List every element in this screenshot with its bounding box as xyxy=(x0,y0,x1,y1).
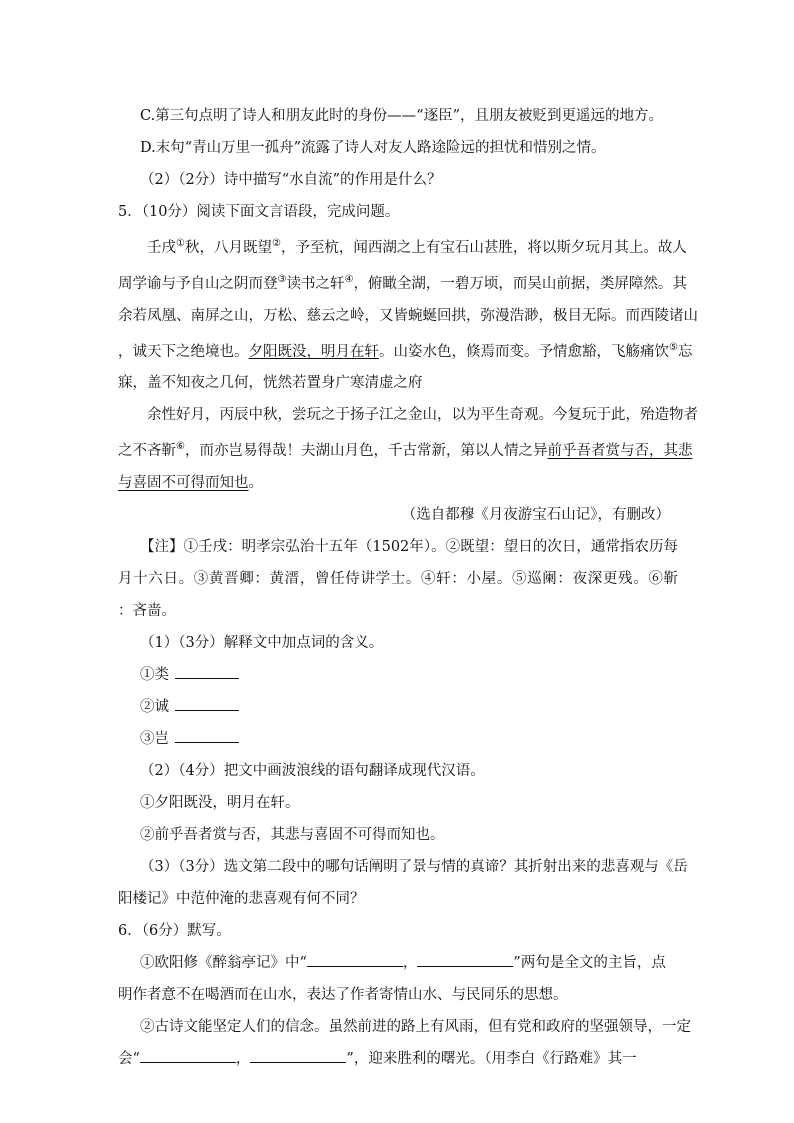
notes-line1: 【注】①壬戌：明孝宗弘治十五年（1502年）。②既望：望日的次日，通常指农历每 xyxy=(140,539,678,556)
q5-sub3-line1: （3）（3分）选文第二段中的哪句话阐明了景与情的真谛？其折射出来的悲喜观与《岳 xyxy=(140,859,688,876)
q5-passage-p2-line1: 余性好月，丙辰中秋，尝玩之于扬子江之金山，以为平生奇观。今复玩于此，殆造物者 xyxy=(147,407,698,424)
exam-page xyxy=(118,100,698,1075)
q5-sub1: （1）（3分）解释文中加点词的含义。 xyxy=(140,635,384,652)
text-span: ， xyxy=(235,1051,251,1068)
answer-blank[interactable] xyxy=(175,726,239,743)
q5-word1 xyxy=(118,659,678,691)
text-span: 之不吝靳 xyxy=(118,443,176,460)
text-span: ①欧阳修《醉翁亭记》中“ xyxy=(140,955,307,972)
q4-sub2: （2）（2分）诗中描写“水自流”的作用是什么？ xyxy=(140,172,442,188)
text-span: ，予至杭，闻西湖之上有宝石山甚胜，将以斯夕玩月其上。故人 xyxy=(280,239,687,256)
text-span: 会“ xyxy=(118,1051,140,1068)
text-span: 读书之轩 xyxy=(286,275,345,292)
answer-blank[interactable] xyxy=(175,662,239,679)
q6-item2-line1: ②古诗文能坚定人们的信念。虽然前进的路上有风雨，但有党和政府的坚强领导，一定 xyxy=(140,1019,691,1036)
underlined-sentence-2a: 前乎吾者赏与否，其悲 xyxy=(547,443,693,460)
text-span: ，俯瞰全湖，一碧万顷，而吴山前据，类屏障然。其 xyxy=(353,275,687,292)
q5-passage-p2-line3 xyxy=(118,467,678,499)
notes-line3: ：吝啬。 xyxy=(118,603,176,620)
q5-passage-p1-line4 xyxy=(118,332,693,368)
q5-passage-p2-line2 xyxy=(118,431,693,467)
q4-option-c: C.第三句点明了诗人和朋友此时的身份——“逐臣”，且朋友被贬到更遥远的地方。 xyxy=(140,108,664,124)
text-span: 。山姿水色，倏焉而变。予情愈豁，飞觞痛饮 xyxy=(379,343,669,360)
q5-sub2: （2）（4分）把文中画波浪线的语句翻译成现代汉语。 xyxy=(140,763,485,780)
text-span: 忘 xyxy=(677,343,693,360)
text-span: ”，迎来胜利的曙光。（用李白《行路难》其一 xyxy=(346,1051,637,1068)
q6-item1-line2: 明作者意不在喝酒而在山水，表达了作者寄情山水、与民同乐的思想。 xyxy=(118,987,568,1004)
answer-blank[interactable] xyxy=(140,1046,236,1063)
answer-blank[interactable] xyxy=(417,950,513,967)
text-span: ”两句是全文的主旨，点 xyxy=(513,955,666,972)
q5-passage-p1-line3: 余若凤凰、南屏之山，万松、慈云之岭，又皆蜿蜒回拱，弥漫浩渺，极目无际。而西陵诸山 xyxy=(118,307,698,324)
note-marker-1: ① xyxy=(176,238,185,249)
q5-word3 xyxy=(118,723,678,755)
q5-word2 xyxy=(118,691,678,723)
text-span: 秋，八月既望 xyxy=(184,239,272,256)
underlined-sentence-2b: 与喜固不可得而知也 xyxy=(118,475,249,492)
q5-translate2: ②前乎吾者赏与否，其悲与喜固不可得而知也。 xyxy=(140,827,445,844)
note-marker-2: ② xyxy=(271,238,281,249)
note-marker-4: ④ xyxy=(344,273,354,285)
q4-option-d: D.末句“青山万里一孤舟”流露了诗人对友人路途险远的担忧和惜别之情。 xyxy=(140,140,606,156)
q5-passage-p1-line2 xyxy=(118,264,687,300)
word-label: ①类 xyxy=(140,667,169,684)
word-label: ②诚 xyxy=(140,699,169,716)
passage-source: （选自都穆《月夜游宝石山记》，有删改） xyxy=(401,507,670,524)
underlined-sentence-1: 夕阳既没，明月在轩 xyxy=(248,343,379,360)
text-span: 周学谕与予自山之阴而登 xyxy=(118,275,278,292)
text-span: ， xyxy=(402,955,418,972)
q5-passage-p1-line1 xyxy=(118,228,687,264)
q6-item2-line2 xyxy=(118,1043,678,1075)
answer-blank[interactable] xyxy=(307,950,403,967)
answer-blank[interactable] xyxy=(175,694,239,711)
note-marker-3: ③ xyxy=(277,273,287,285)
word-label: ③岂 xyxy=(140,731,169,748)
notes-line2: 月十六日。③黄晋卿：黄溍，曾任侍讲学士。④轩：小屋。⑤巡阑：夜深更残。⑥靳 xyxy=(118,571,678,588)
q5-sub3-line2: 阳楼记》中范仲淹的悲喜观有何不同？ xyxy=(118,891,365,908)
note-marker-5: ⑤ xyxy=(669,341,678,353)
q5-translate1: ①夕阳既没，明月在轩。 xyxy=(140,795,300,812)
text-span: 。 xyxy=(248,475,263,492)
answer-blank[interactable] xyxy=(250,1046,346,1063)
q5-passage-p1-line5: 寐，盖不知夜之几何，恍然若置身广寒清虚之府 xyxy=(118,375,423,392)
q5-header: 5．（10分）阅读下面文言语段，完成问题。 xyxy=(118,204,400,220)
text-span: ，诚天下之绝境也。 xyxy=(118,343,249,360)
q6-item1-line1 xyxy=(118,947,678,979)
note-marker-6: ⑥ xyxy=(176,441,185,453)
text-span: 壬戌 xyxy=(147,239,176,256)
q6-header: 6．（6分）默写。 xyxy=(118,923,231,940)
text-span: ，而亦岂易得哉！夫湖山月色，千古常新，第以人情之异 xyxy=(184,443,548,460)
